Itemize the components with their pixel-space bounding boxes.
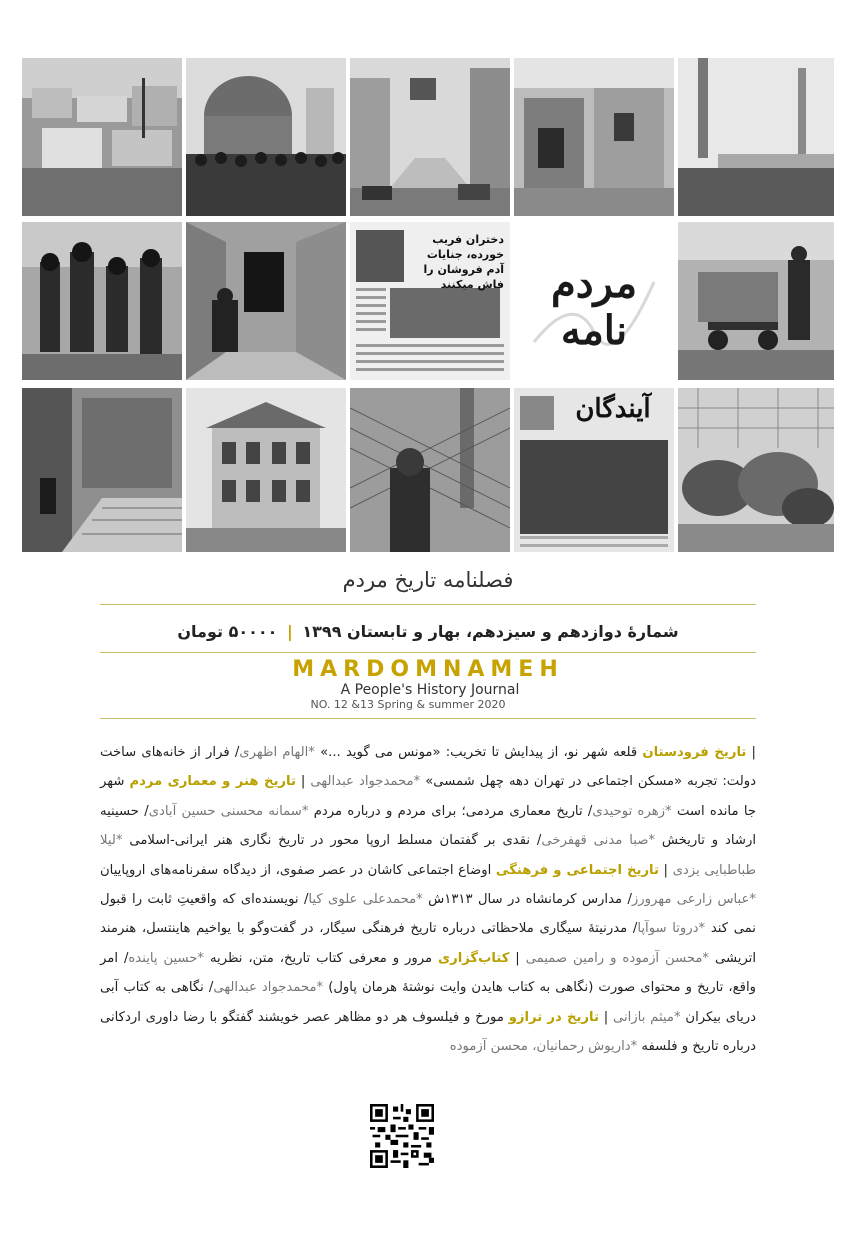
photo-newspaper-clip [350, 222, 510, 380]
toc-author: *الهام اظهری [239, 745, 315, 760]
issue-line-fa [0, 622, 856, 641]
toc-article-title: / فرار از خانه‌های ساخت دولت: تجربه «مسکن اجتماعی در تهران دهه چهل شمسی» [100, 745, 757, 790]
newspaper-headline [406, 232, 504, 292]
qr-code[interactable] [370, 1104, 434, 1168]
photo-village-houses [22, 58, 182, 216]
toc-section-heading: تاریخ فرودستان [642, 745, 747, 760]
photo-street-cars [350, 58, 510, 216]
toc-author: *محمدجواد عبدالهی [213, 980, 324, 996]
toc-article-title: قلعه شهر نو، از پیدایش تا تخریب: «مونس می گوید ...» [314, 745, 643, 760]
courtyard-stairs-photo [22, 388, 182, 552]
toc-article-title: / نگاهی به کتاب آبی دریای بیکران [100, 980, 756, 1025]
photo-ayandegan-newspaper [514, 388, 674, 552]
toc-article-title: مرور و معرفی کتاب تاریخ، متن، نظریه [204, 950, 439, 966]
header-divider-bottom [100, 718, 756, 719]
cover-photo-grid [22, 58, 834, 552]
toc-article-title: / نقدی بر گفتمان مسلط اروپا محور در تاریخ نگاری هنر ایرانی-اسلامی [122, 833, 542, 849]
journal-subtitle-en: A People's History Journal [340, 682, 520, 698]
newspaper-headline-line-2: آدم فروشان را فاش میکنند [423, 263, 504, 291]
photo-bundles [678, 388, 834, 552]
toc-article-title: / مدارس کرمانشاه در سال ۱۳۱۳ش [422, 892, 632, 908]
photo-child-minaret [350, 388, 510, 552]
photo-alley-woman [186, 222, 346, 380]
price-text-fa: ۵۰۰۰۰ تومان [177, 622, 278, 641]
toc-article-title: / نویسنده‌ای که واقعیتِ ثابت را قبول نمی کند [100, 892, 756, 937]
toc-author: *محمدعلی علوی کیا [308, 892, 423, 908]
toc-separator: | [746, 745, 756, 760]
issue-separator: | [286, 622, 293, 641]
toc-article-title: / امر واقع، تاریخ و محتوای صورت (نگاهی به کتاب هایدن وایت نوشتۀ هرمان پاول) [100, 950, 756, 996]
toc-author: *سمانه محسنی حسین آبادی [148, 803, 309, 819]
toc-author: *حسین پاینده [128, 950, 205, 966]
toc-author: *محسن آزموده و رامین صمیمی [525, 950, 710, 966]
toc-section-heading: کتاب‌گزاری [438, 950, 510, 966]
photo-mosque-crowd [186, 58, 346, 216]
chimneys-photo [678, 58, 834, 216]
toc-author: *دروتا سوآپا [637, 921, 706, 937]
running-crowd-photo [22, 222, 182, 380]
photo-chimneys [678, 58, 834, 216]
photo-running-crowd [22, 222, 182, 380]
header-divider-middle [100, 652, 756, 653]
toc-article-title: اوضاع اجتماعی کاشان در عصر صفوی، از دیدگاه سفرنامه‌های اروپاییان [100, 862, 496, 878]
toc-article-title: / حسینیه ارشاد و تاریخش [100, 803, 756, 849]
toc-article-title: شهر جا مانده است [100, 774, 756, 819]
table-of-contents [100, 738, 756, 1061]
ayandegan-title: آیندگان [575, 394, 651, 424]
toc-author: *عباس زارعی مهرورز [631, 892, 756, 908]
english-masthead [0, 658, 856, 712]
issue-line-en: NO. 12 &13 Spring & summer 2020 [310, 698, 506, 711]
photo-brick-house [514, 58, 674, 216]
mosque-crowd-photo [186, 58, 346, 216]
alley-woman-photo [186, 222, 346, 380]
photo-courtyard-stairs [22, 388, 182, 552]
brand-name-en: MARDOMNAMEH [292, 657, 564, 682]
toc-article-title: / تاریخ معماری مردمی؛ برای مردم و درباره مردم [308, 803, 593, 819]
man-cart-photo [678, 222, 834, 380]
toc-author: *صبا مدنی قهفرخی [541, 833, 655, 849]
photo-old-building [186, 388, 346, 552]
brick-house-photo [514, 58, 674, 216]
bundles-photo [678, 388, 834, 552]
toc-article-title: | [658, 862, 673, 878]
toc-section-heading: تاریخ هنر و معماری مردم [129, 774, 296, 790]
village-houses-photo [22, 58, 182, 216]
issue-text-fa: شمارۀ دوازدهم و سیزدهم، بهار و تابستان ۱۳۹۹ [302, 622, 679, 641]
child-minaret-photo [350, 388, 510, 552]
toc-article-title: مورخ و فیلسوف هر دو مظاهر عصر خویشند گفتگو با رضا داوری اردکانی درباره تاریخ و فلسفه [100, 1009, 756, 1055]
toc-author: *لیلا طباطبایی یزدی [100, 833, 757, 878]
journal-title-fa: فصلنامه تاریخ مردم [342, 568, 514, 592]
toc-author: *داریوش رحمانیان، محسن آزموده [449, 1039, 638, 1055]
photo-logo-calligraphy [514, 222, 674, 380]
photo-man-cart [678, 222, 834, 380]
toc-author: *زهره توحیدی [592, 803, 672, 819]
toc-article-title: | [509, 950, 526, 966]
header-divider-top [100, 604, 756, 605]
logo-text: مردم نامه [550, 260, 638, 354]
qr-code-icon [370, 1104, 434, 1168]
toc-author: *محمدجواد عبدالهی [310, 774, 421, 790]
toc-article-title: / مدرنیتۀ سیگاری ملاحظاتی درباره تاریخ فرهنگی سیگار، در گفت‌وگو با یواخیم هاینتسل، هنرمند اتریشی [100, 921, 756, 966]
toc-section-heading: تاریخ اجتماعی و فرهنگی [495, 862, 659, 878]
toc-author: *میثم بازانی [612, 1009, 681, 1025]
street-cars-photo [350, 58, 510, 216]
toc-article-title: | [598, 1009, 613, 1025]
toc-article-title: | [295, 774, 311, 790]
old-building-photo [186, 388, 346, 552]
newspaper-headline-line-1: دختران فریب خورده، جنایات [426, 233, 504, 261]
toc-section-heading: تاریخ در ترازو [508, 1009, 599, 1025]
